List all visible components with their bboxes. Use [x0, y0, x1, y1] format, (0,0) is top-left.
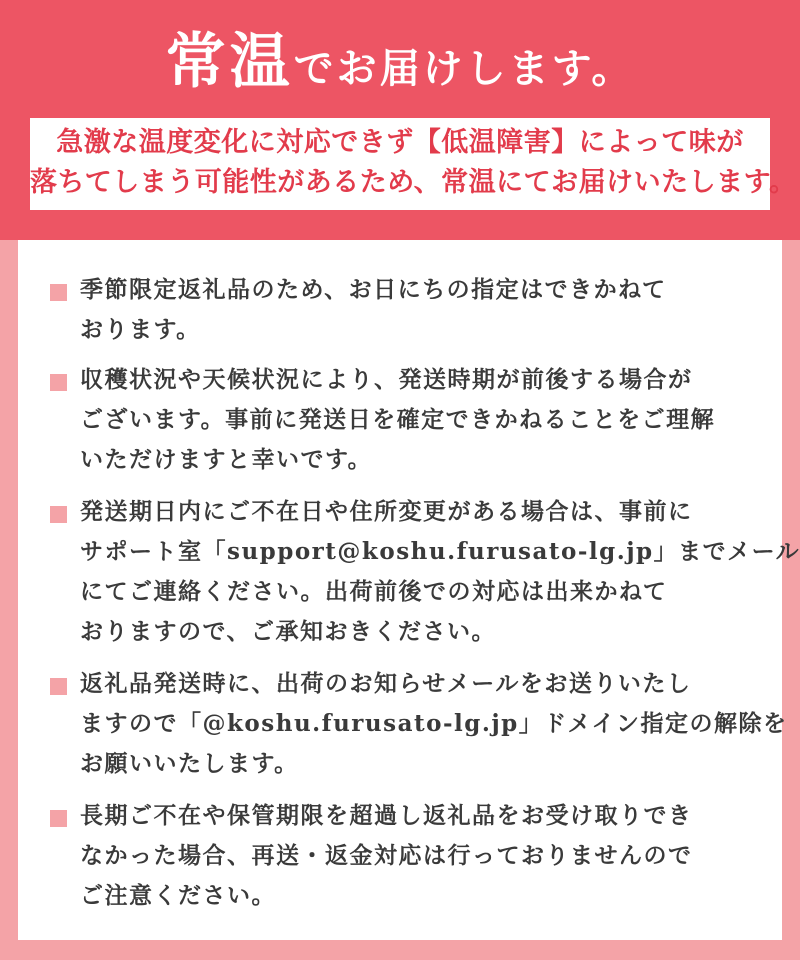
note-line: 発送期日内にご不在日や住所変更がある場合は、事前に [80, 498, 693, 525]
note-line: 返礼品発送時に、出荷のお知らせメールをお送りいたし [80, 670, 692, 697]
notes-panel [18, 240, 800, 940]
note-line: おります。 [80, 316, 201, 343]
square-bullet-icon [50, 284, 67, 301]
header-banner [0, 0, 800, 240]
square-bullet-icon [50, 678, 67, 695]
note-line: なかった場合、再送・返金対応は行っておりませんので [80, 842, 693, 869]
note-line: サポート室「support@koshu.furusato-lg.jp」までメール [80, 538, 800, 565]
title-emphasis: 常温 [165, 27, 294, 97]
note-line: いただけますと幸いです。 [80, 446, 373, 473]
note-line: 季節限定返礼品のため、お日にちの指定はできかねて [80, 276, 667, 303]
note-line: 収穫状況や天候状況により、発送時期が前後する場合が [80, 366, 693, 393]
notice-box [30, 118, 797, 210]
note-line: にてご連絡ください。出荷前後での対応は出来かねて [80, 578, 668, 605]
notice-line-1: 急激な温度変化に対応できず【低温障害】によって味が [56, 127, 744, 158]
note-line: ますので「@koshu.furusato-lg.jp」ドメイン指定の解除を [80, 710, 788, 737]
note-line: おりますので、ご承知おきください。 [80, 618, 497, 645]
note-line: ご注意ください。 [80, 882, 276, 909]
square-bullet-icon [50, 810, 67, 827]
note-line: お願いいたします。 [80, 750, 299, 777]
title-rest: でお届けします。 [293, 45, 635, 92]
note-line: ございます。事前に発送日を確定できかねることをご理解 [80, 406, 716, 433]
note-line: 長期ご不在や保管期限を超過し返礼品をお受け取りでき [80, 802, 693, 829]
square-bullet-icon [50, 374, 67, 391]
notice-line-2: 落ちてしまう可能性があるため、常温にてお届けいたします。 [30, 167, 797, 198]
square-bullet-icon [50, 506, 67, 523]
page-title [0, 22, 800, 117]
